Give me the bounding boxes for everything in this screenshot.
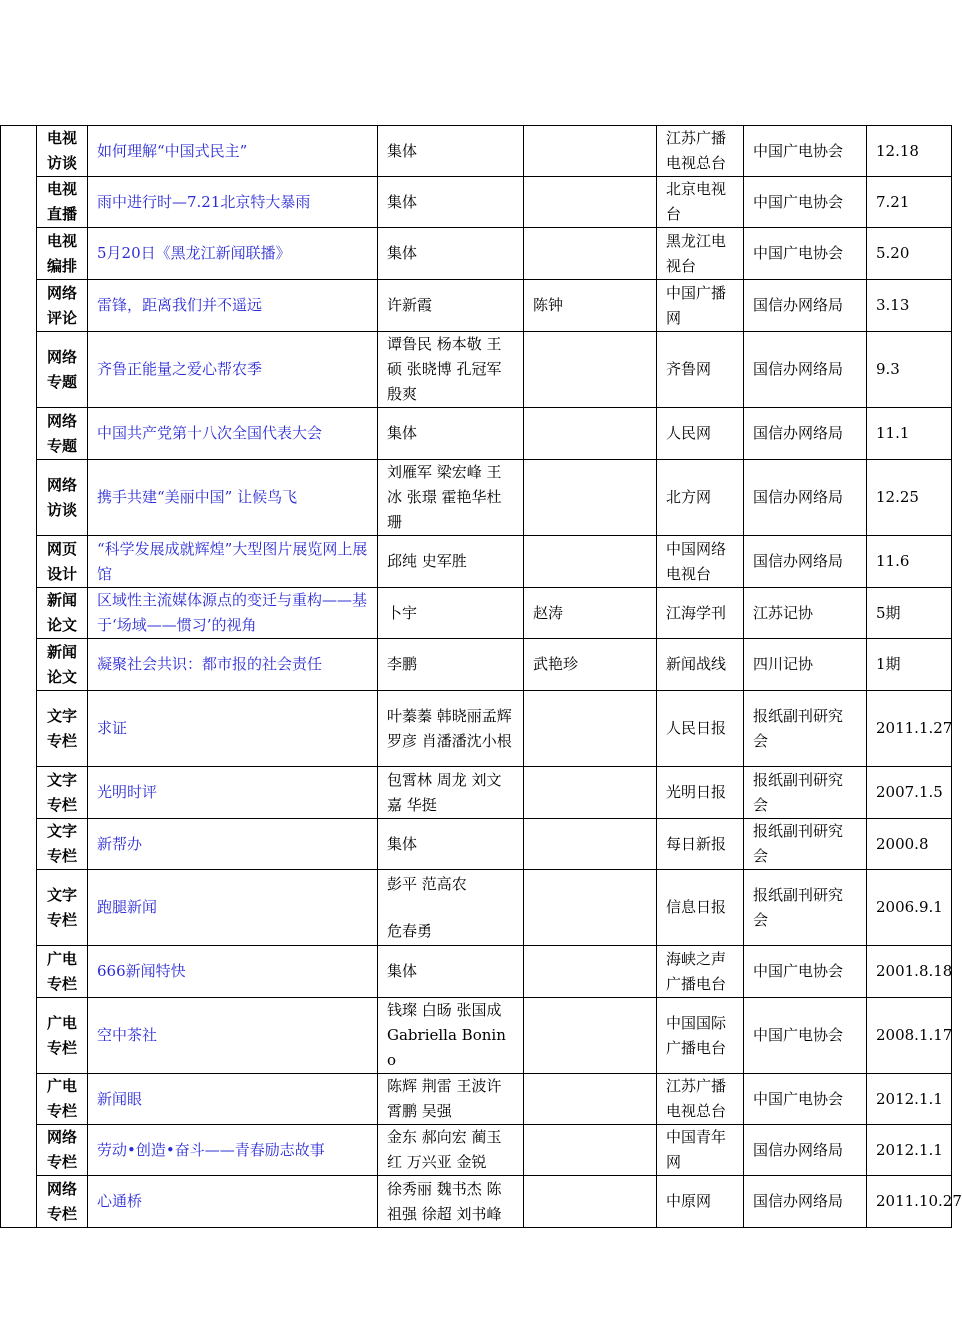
category-cell: 文字专栏: [37, 691, 88, 767]
title-cell: 空中茶社: [88, 998, 378, 1074]
authors-cell: [378, 946, 524, 998]
outlet-cell: 黑龙江电视台: [657, 228, 744, 280]
category-cell: 文字专栏: [37, 819, 88, 870]
authors-cell: [378, 767, 524, 819]
editor-cell: [524, 946, 657, 998]
table-row: [1, 1125, 952, 1176]
title-cell: 光明时评: [88, 767, 378, 819]
authors-cell: [378, 691, 524, 767]
editor-cell: [524, 408, 657, 460]
date-cell: 12.18: [867, 126, 952, 177]
title-cell: 中国共产党第十八次全国代表大会: [88, 408, 378, 460]
outlet-cell: 江苏广播电视总台: [657, 1074, 744, 1125]
title-cell: 雨中进行时—7.21北京特大暴雨: [88, 177, 378, 228]
date-cell: 12.25: [867, 460, 952, 536]
author-names: 卜宇: [387, 603, 418, 622]
outlet-cell: 海峡之声广播电台: [657, 946, 744, 998]
editor-cell: 陈钟: [524, 280, 657, 332]
outlet-cell: 人民网: [657, 408, 744, 460]
author-names: 集体: [387, 834, 418, 853]
recommender-cell: 中国广电协会: [744, 228, 867, 280]
editor-cell: [524, 767, 657, 819]
recommender-cell: 四川记协: [744, 639, 867, 691]
recommender-cell: 国信办网络局: [744, 1125, 867, 1176]
authors-cell: [378, 536, 524, 588]
recommender-cell: 报纸副刊研究会: [744, 691, 867, 767]
category-cell: 新闻论文: [37, 588, 88, 639]
authors-cell: [378, 280, 524, 332]
table-row: [1, 767, 952, 819]
author-names: 集体: [387, 244, 418, 262]
title-cell: 新闻眼: [88, 1074, 378, 1125]
recommender-cell: 报纸副刊研究会: [744, 819, 867, 870]
table-row: [1, 460, 952, 536]
author-names: 谭鲁民 杨本敬 王硕 张晓博 孔冠军殷爽: [387, 335, 502, 403]
recommender-cell: 中国广电协会: [744, 998, 867, 1074]
category-cell: 广电专栏: [37, 998, 88, 1074]
category-cell: 电视编排: [37, 228, 88, 280]
outlet-cell: 每日新报: [657, 819, 744, 870]
table-row: [1, 639, 952, 691]
category-cell: 网络评论: [37, 280, 88, 332]
blank-column: [1, 126, 37, 1228]
outlet-cell: 人民日报: [657, 691, 744, 767]
recommender-cell: 报纸副刊研究会: [744, 870, 867, 946]
author-names: 集体: [387, 424, 418, 442]
outlet-cell: 中国青年网: [657, 1125, 744, 1176]
recommender-cell: 国信办网络局: [744, 1176, 867, 1228]
authors-cell: [378, 998, 524, 1074]
category-cell: 电视直播: [37, 177, 88, 228]
date-cell: 1期: [867, 639, 952, 691]
editor-cell: [524, 1074, 657, 1125]
editor-cell: [524, 870, 657, 946]
authors-cell: [378, 126, 524, 177]
table-row: [1, 588, 952, 639]
category-cell: 广电专栏: [37, 946, 88, 998]
table-row: [1, 691, 952, 767]
recommender-cell: 国信办网络局: [744, 408, 867, 460]
table-body: [1, 126, 962, 1228]
date-cell: 7.21: [867, 177, 952, 228]
table-row: [1, 228, 952, 280]
table-row: [1, 126, 952, 177]
outlet-cell: 光明日报: [657, 767, 744, 819]
date-cell: 2011.10.27: [867, 1176, 952, 1228]
line-gap: [387, 897, 514, 919]
outlet-cell: 中国广播网: [657, 280, 744, 332]
title-cell: 新帮办: [88, 819, 378, 870]
outlet-cell: 北京电视台: [657, 177, 744, 228]
editor-cell: [524, 1176, 657, 1228]
author-names: 刘雁军 梁宏峰 王冰 张璟 霍艳华杜珊: [387, 463, 502, 531]
table-row: [1, 998, 952, 1074]
editor-cell: [524, 177, 657, 228]
authors-cell: [378, 332, 524, 408]
table-row: [1, 177, 952, 228]
author-names: 集体: [387, 962, 418, 980]
date-cell: 2000.8: [867, 819, 952, 870]
outlet-cell: 中国国际广播电台: [657, 998, 744, 1074]
table-row: [1, 1176, 952, 1228]
authors-cell: [378, 1125, 524, 1176]
category-cell: 广电专栏: [37, 1074, 88, 1125]
editor-cell: [524, 332, 657, 408]
table-row: [1, 870, 952, 946]
date-cell: 2008.1.17: [867, 998, 952, 1074]
authors-cell: [378, 1176, 524, 1228]
editor-cell: [524, 126, 657, 177]
recommender-cell: 报纸副刊研究会: [744, 767, 867, 819]
editor-cell: [524, 691, 657, 767]
date-cell: 2007.1.5: [867, 767, 952, 819]
recommender-cell: 中国广电协会: [744, 177, 867, 228]
author-names: 钱璨 白旸 张国成 Gabriella Bonino: [387, 1001, 506, 1069]
authors-cell: [378, 408, 524, 460]
recommender-cell: 中国广电协会: [744, 126, 867, 177]
editor-cell: 赵涛: [524, 588, 657, 639]
authors-cell: [378, 588, 524, 639]
date-cell: 5期: [867, 588, 952, 639]
author-names: 彭平 范高农: [387, 874, 467, 893]
title-cell: 劳动•创造•奋斗——青春励志故事: [88, 1125, 378, 1176]
recommender-cell: 国信办网络局: [744, 332, 867, 408]
outlet-cell: 齐鲁网: [657, 332, 744, 408]
date-cell: 2011.1.27: [867, 691, 952, 767]
category-cell: 电视访谈: [37, 126, 88, 177]
title-cell: 雷锋，距离我们并不遥远: [88, 280, 378, 332]
table-row: [1, 819, 952, 870]
table-row: [1, 280, 952, 332]
editor-cell: 武艳珍: [524, 639, 657, 691]
author-names: 叶蓁蓁 韩晓丽孟辉 罗彦 肖潘潘沈小根: [387, 706, 512, 750]
category-cell: 网络专栏: [37, 1176, 88, 1228]
authors-cell: [378, 228, 524, 280]
author-names: 包霄林 周龙 刘文嘉 华挺: [387, 770, 502, 814]
author-names: 金东 郝向宏 蔺玉红 万兴亚 金锐: [387, 1128, 502, 1171]
table-row: [1, 332, 952, 408]
outlet-cell: 江苏广播电视总台: [657, 126, 744, 177]
outlet-cell: 新闻战线: [657, 639, 744, 691]
award-table: [0, 125, 962, 1228]
author-names: 李鹏: [387, 655, 418, 673]
author-names: 集体: [387, 141, 418, 160]
table-row: [1, 408, 952, 460]
recommender-cell: 中国广电协会: [744, 946, 867, 998]
authors-cell: [378, 639, 524, 691]
author-names: 陈辉 荆雷 王波许霄鹏 吴强: [387, 1077, 502, 1120]
category-cell: 网络专栏: [37, 1125, 88, 1176]
category-cell: 网络专题: [37, 332, 88, 408]
table-row: [1, 946, 952, 998]
editor-cell: [524, 228, 657, 280]
editor-cell: [524, 460, 657, 536]
author-names: 集体: [387, 192, 418, 211]
outlet-cell: 中国网络电视台: [657, 536, 744, 588]
date-cell: 2001.8.18: [867, 946, 952, 998]
editor-cell: [524, 1125, 657, 1176]
date-cell: 9.3: [867, 332, 952, 408]
recommender-cell: 国信办网络局: [744, 536, 867, 588]
category-cell: 网页设计: [37, 536, 88, 588]
editor-cell: [524, 819, 657, 870]
authors-cell: [378, 177, 524, 228]
date-cell: 2012.1.1: [867, 1125, 952, 1176]
outlet-cell: 江海学刊: [657, 588, 744, 639]
outlet-cell: 北方网: [657, 460, 744, 536]
title-cell: “科学发展成就辉煌”大型图片展览网上展馆: [88, 536, 378, 588]
title-cell: 心通桥: [88, 1176, 378, 1228]
title-cell: 666新闻特快: [88, 946, 378, 998]
date-cell: 3.13: [867, 280, 952, 332]
table-row: [1, 536, 952, 588]
date-cell: 5.20: [867, 228, 952, 280]
authors-cell: [378, 460, 524, 536]
category-cell: 文字专栏: [37, 870, 88, 946]
authors-cell: [378, 1074, 524, 1125]
title-cell: 跑腿新闻: [88, 870, 378, 946]
recommender-cell: 中国广电协会: [744, 1074, 867, 1125]
date-cell: 11.1: [867, 408, 952, 460]
recommender-cell: 国信办网络局: [744, 280, 867, 332]
table-row: [1, 1074, 952, 1125]
date-cell: 2006.9.1: [867, 870, 952, 946]
authors-cell: [378, 819, 524, 870]
author-names: 危春勇: [387, 921, 433, 940]
title-cell: 如何理解“中国式民主”: [88, 126, 378, 177]
title-cell: 凝聚社会共识：都市报的社会责任: [88, 639, 378, 691]
author-names: 邱纯 史军胜: [387, 552, 467, 570]
editor-cell: [524, 536, 657, 588]
title-cell: 区域性主流媒体源点的变迁与重构——基于‘场域——惯习’的视角: [88, 588, 378, 639]
outlet-cell: 信息日报: [657, 870, 744, 946]
date-cell: 11.6: [867, 536, 952, 588]
author-names: 许新霞: [387, 296, 433, 314]
category-cell: 网络专题: [37, 408, 88, 460]
title-cell: 携手共建“美丽中国” 让候鸟飞: [88, 460, 378, 536]
category-cell: 新闻论文: [37, 639, 88, 691]
editor-cell: [524, 998, 657, 1074]
recommender-cell: 江苏记协: [744, 588, 867, 639]
outlet-cell: 中原网: [657, 1176, 744, 1228]
category-cell: 文字专栏: [37, 767, 88, 819]
authors-cell: [378, 870, 524, 946]
date-cell: 2012.1.1: [867, 1074, 952, 1125]
category-cell: 网络访谈: [37, 460, 88, 536]
title-cell: 求证: [88, 691, 378, 767]
title-cell: 5月20日《黑龙江新闻联播》: [88, 228, 378, 280]
author-names: 徐秀丽 魏书杰 陈祖强 徐超 刘书峰: [387, 1179, 502, 1223]
title-cell: 齐鲁正能量之爱心帮农季: [88, 332, 378, 408]
recommender-cell: 国信办网络局: [744, 460, 867, 536]
